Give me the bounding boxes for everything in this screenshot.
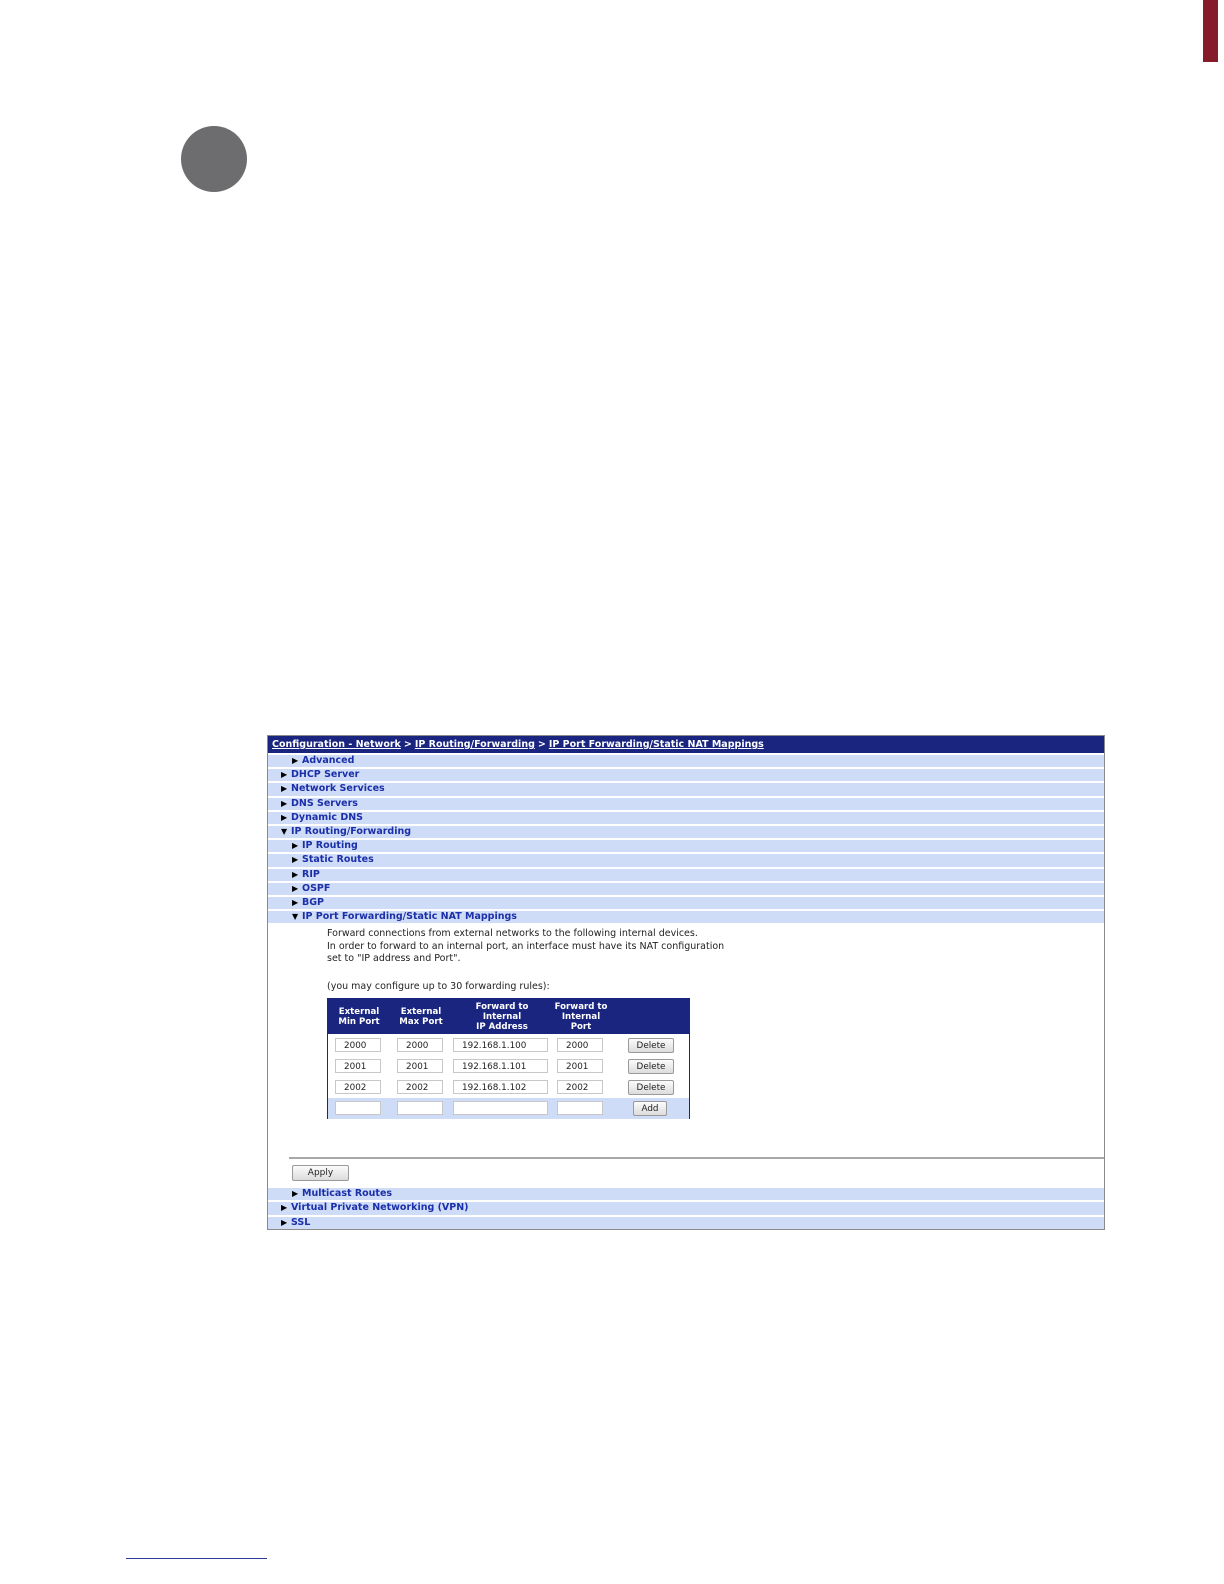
triangle-right-icon: ▶: [292, 855, 299, 865]
port-forwarding-panel: [268, 923, 1104, 1186]
nav-item-static-routes[interactable]: [268, 854, 1104, 866]
field-port[interactable]: 2002: [557, 1080, 603, 1094]
header-line: Min Port: [338, 1017, 380, 1028]
header-line: Internal: [561, 1012, 601, 1023]
apply-button[interactable]: Apply: [292, 1165, 349, 1181]
field-ip[interactable]: 192.168.1.100: [453, 1038, 548, 1052]
nav-tree-bottom: [268, 1188, 1104, 1229]
delete-button[interactable]: Delete: [628, 1038, 674, 1053]
nav-tree-top: [268, 755, 1104, 923]
page-edge-tab: [1203, 0, 1218, 62]
header-line: Internal: [482, 1012, 522, 1023]
nav-item-ip-port-forwarding-static-nat-mappings[interactable]: [268, 911, 1104, 923]
triangle-down-icon: ▼: [292, 912, 299, 922]
router-config-screenshot: [267, 735, 1105, 1230]
breadcrumb: [268, 736, 1104, 753]
new-rule-row: [328, 1098, 689, 1119]
nav-item-rip[interactable]: [268, 869, 1104, 881]
triangle-down-icon: ▼: [281, 826, 288, 836]
field-max[interactable]: 2002: [397, 1080, 443, 1094]
rule-limit-note: (you may configure up to 30 forwarding rules):: [327, 981, 550, 993]
field-ip[interactable]: 192.168.1.101: [453, 1059, 548, 1073]
nav-item-label: Virtual Private Networking (VPN): [291, 1202, 469, 1214]
header-internal-ip-address: [456, 1002, 548, 1032]
triangle-right-icon: ▶: [292, 883, 299, 893]
header-line: External: [400, 1007, 442, 1018]
field-max[interactable]: 2001: [397, 1059, 443, 1073]
nav-item-label: OSPF: [302, 882, 331, 894]
description-line: Forward connections from external networks to the following internal devices.: [327, 928, 698, 940]
new-field-port[interactable]: [557, 1101, 603, 1115]
nav-item-label: Dynamic DNS: [291, 811, 364, 823]
header-line: IP Address: [476, 1022, 528, 1033]
breadcrumb-separator: >: [403, 739, 412, 750]
nav-item-label: DNS Servers: [291, 797, 358, 809]
header-line: Port: [570, 1022, 592, 1033]
field-min[interactable]: 2002: [335, 1080, 381, 1094]
nav-item-label: Network Services: [291, 783, 385, 795]
nav-item-multicast-routes[interactable]: [268, 1188, 1104, 1200]
nav-item-label: RIP: [302, 868, 320, 880]
field-max[interactable]: 2000: [397, 1038, 443, 1052]
add-button[interactable]: Add: [633, 1101, 667, 1116]
delete-button[interactable]: Delete: [628, 1059, 674, 1074]
nav-item-ospf[interactable]: [268, 883, 1104, 895]
footnote-rule: [126, 1558, 267, 1559]
nav-item-label: Multicast Routes: [302, 1188, 393, 1200]
breadcrumb-ip-routing-forwarding[interactable]: IP Routing/Forwarding: [414, 739, 535, 750]
description-line: In order to forward to an internal port, an interface must have its NAT configuration: [327, 940, 725, 952]
description-text: [327, 928, 724, 966]
header-line: External: [338, 1007, 380, 1018]
table-row: [328, 1035, 689, 1055]
nav-item-virtual-private-networking-vpn[interactable]: [268, 1202, 1104, 1214]
triangle-right-icon: ▶: [281, 798, 288, 808]
field-port[interactable]: 2000: [557, 1038, 603, 1052]
new-field-max[interactable]: [397, 1101, 443, 1115]
breadcrumb-separator: >: [537, 739, 546, 750]
delete-button[interactable]: Delete: [628, 1080, 674, 1095]
triangle-right-icon: ▶: [281, 1217, 288, 1227]
triangle-right-icon: ▶: [292, 1189, 299, 1199]
nav-item-ip-routing[interactable]: [268, 840, 1104, 852]
header-line: Max Port: [399, 1017, 443, 1028]
breadcrumb-configuration-network[interactable]: Configuration - Network: [272, 739, 401, 750]
header-internal-port: [550, 1002, 612, 1032]
table-header: [328, 999, 689, 1034]
table-row: [328, 1077, 689, 1097]
nav-item-dns-servers[interactable]: [268, 798, 1104, 810]
triangle-right-icon: ▶: [281, 1203, 288, 1213]
nav-item-bgp[interactable]: [268, 897, 1104, 909]
new-field-min[interactable]: [335, 1101, 381, 1115]
field-min[interactable]: 2000: [335, 1038, 381, 1052]
triangle-right-icon: ▶: [281, 784, 288, 794]
step-number-circle: [181, 126, 247, 192]
field-ip[interactable]: 192.168.1.102: [453, 1080, 548, 1094]
header-external-min-port: [332, 1007, 386, 1027]
triangle-right-icon: ▶: [292, 756, 299, 765]
description-line: set to "IP address and Port".: [327, 953, 461, 965]
nav-item-advanced[interactable]: [268, 755, 1104, 767]
nav-item-dhcp-server[interactable]: [268, 769, 1104, 781]
nav-item-label: IP Routing: [302, 840, 358, 852]
nav-item-label: IP Port Forwarding/Static NAT Mappings: [302, 911, 517, 923]
nav-item-dynamic-dns[interactable]: [268, 812, 1104, 824]
field-min[interactable]: 2001: [335, 1059, 381, 1073]
forwarding-rules-table: [327, 998, 690, 1119]
header-line: Forward to: [554, 1002, 608, 1013]
triangle-right-icon: ▶: [292, 897, 299, 907]
triangle-right-icon: ▶: [292, 841, 299, 851]
breadcrumb-ip-port-forwarding[interactable]: IP Port Forwarding/Static NAT Mappings: [548, 739, 764, 750]
triangle-right-icon: ▶: [292, 869, 299, 879]
nav-item-label: BGP: [302, 896, 325, 908]
nav-item-label: SSL: [291, 1216, 311, 1228]
triangle-right-icon: ▶: [281, 812, 288, 822]
nav-item-ip-routing-forwarding[interactable]: [268, 826, 1104, 838]
field-port[interactable]: 2001: [557, 1059, 603, 1073]
section-divider: [289, 1157, 1104, 1159]
nav-item-label: Static Routes: [302, 854, 374, 866]
new-field-ip[interactable]: [453, 1101, 548, 1115]
nav-item-label: IP Routing/Forwarding: [291, 825, 412, 837]
nav-item-network-services[interactable]: [268, 783, 1104, 795]
nav-item-label: Advanced: [302, 755, 355, 766]
triangle-right-icon: ▶: [281, 770, 288, 780]
header-external-max-port: [393, 1007, 449, 1027]
table-row: [328, 1056, 689, 1076]
header-line: Forward to: [475, 1002, 529, 1013]
nav-item-label: DHCP Server: [291, 769, 360, 781]
nav-item-ssl[interactable]: [268, 1217, 1104, 1229]
